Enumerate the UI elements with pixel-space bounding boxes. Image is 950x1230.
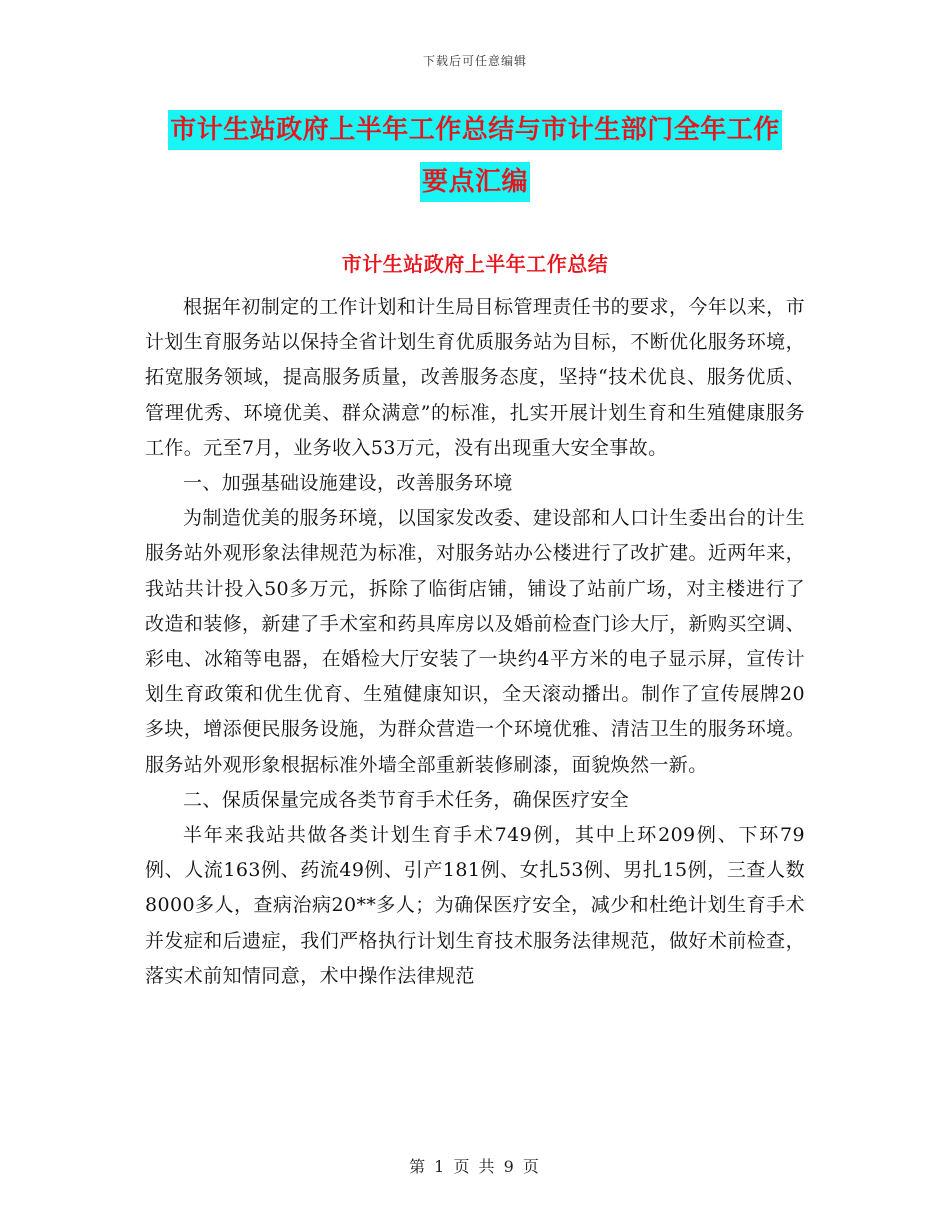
paragraph-surgery: 半年来我站共做各类计划生育手术749例，其中上环209例、下环79例、人流163例、药流49例、引产181例、女扎53例、男扎15例，三查人数8000多人，查病治病20**多人；为确保医疗安全，减少和杜绝计划生育手术并发症和后遗症，我们严格执行计划生育技术服务法律规范，做好术前检查，落实术前知情同意，术中操作法律规范 <box>145 824 805 987</box>
heading-infrastructure: 一、加强基础设施建设，改善服务环境 <box>183 472 513 495</box>
document-body <box>145 290 805 994</box>
page-header-note: 下载后可任意编辑 <box>422 54 527 68</box>
title-line-2: 要点汇编 <box>420 162 530 202</box>
title-line-1: 市计生站政府上半年工作总结与市计生部门全年工作 <box>168 110 782 150</box>
heading-surgery: 二、保质保量完成各类节育手术任务，确保医疗安全 <box>183 788 630 811</box>
page-number: 第 1 页 共 9 页 <box>409 1157 541 1176</box>
section-title: 市计生站政府上半年工作总结 <box>341 252 609 276</box>
paragraph-intro: 根据年初制定的工作计划和计生局目标管理责任书的要求，今年以来，市计划生育服务站以保持全省计划生育优质服务站为目标，不断优化服务环境，拓宽服务领域，提高服务质量，改善服务态度，坚持“技术优良、服务优质、管理优秀、环境优美、群众满意”的标准，扎实开展计划生育和生殖健康服务工作。元至7月，业务收入53万元，没有出现重大安全事故。 <box>145 296 805 459</box>
document-title <box>0 110 950 202</box>
paragraph-infrastructure: 为制造优美的服务环境，以国家发改委、建设部和人口计生委出台的计生服务站外观形象法律规范为标准，对服务站办公楼进行了改扩建。近两年来，我站共计投入50多万元，拆除了临街店铺，铺设了站前广场，对主楼进行了改造和装修，新建了手术室和药具库房以及婚前检查门诊大厅，新购买空调、彩电、冰箱等电器，在婚检大厅安装了一块约4平方米的电子显示屏，宣传计划生育政策和优生优育、生殖健康知识，全天滚动播出。制作了宣传展牌20多块，增添便民服务设施，为群众营造一个环境优雅、清洁卫生的服务环境。服务站外观形象根据标准外墙全部重新装修刷漆，面貌焕然一新。 <box>145 507 805 776</box>
